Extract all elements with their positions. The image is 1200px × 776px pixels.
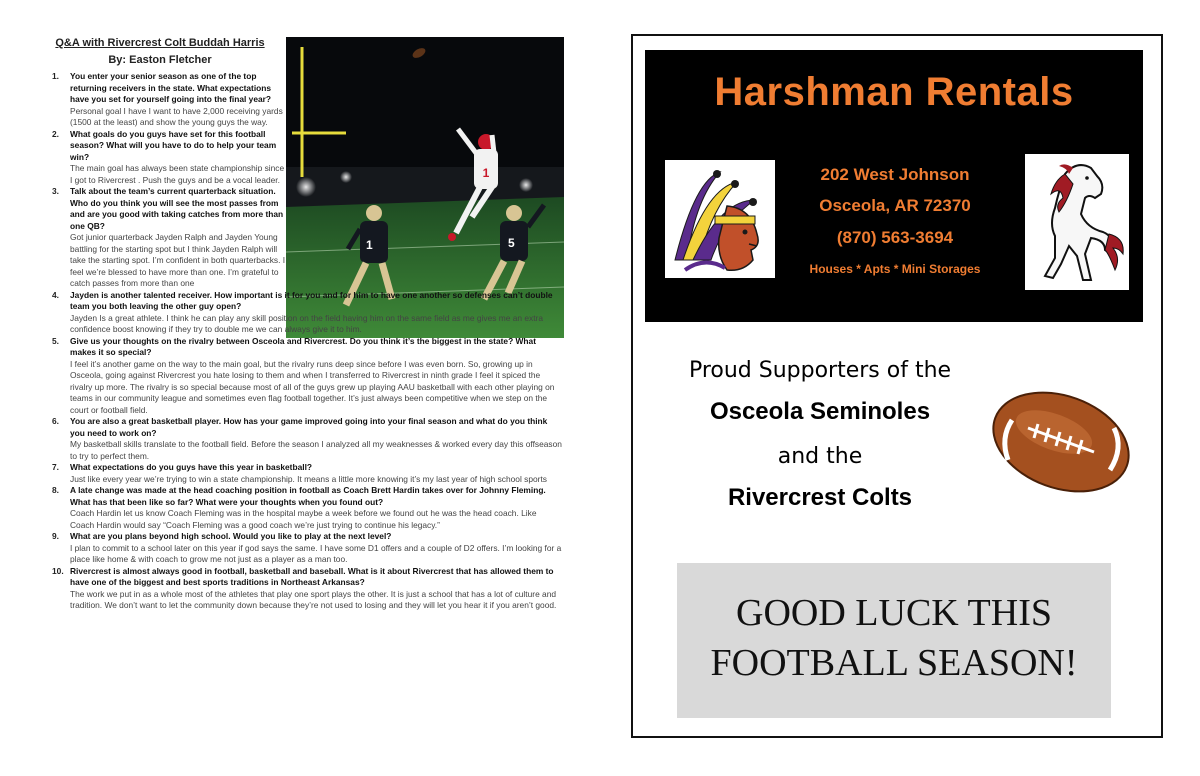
- qa-item: [52, 336, 562, 417]
- question-text: Give us your thoughts on the rivalry between Osceola and Rivercrest. Do you think it’s the biggest in the state? What makes it so special?: [70, 335, 536, 357]
- question-number: 8.: [52, 485, 59, 495]
- question-text: You enter your senior season as one of the top returning receivers in the state. What expectations have you set for yourself going into the final year?: [70, 71, 272, 104]
- question-number: 10.: [52, 565, 64, 576]
- answer-text: The main goal has always been state championship since I got to Rivercrest . Push the guys and be a vocal leader.: [70, 163, 285, 185]
- qa-item: [52, 531, 562, 566]
- colt-logo: [1025, 154, 1129, 290]
- answer-text: Jayden Is a great athlete. I think he can play any skill position on the field having him on the same field as me gives me an extra confidence boost knowing if they try to double me we can always give it to him.: [70, 312, 543, 334]
- article-byline: By: Easton Fletcher: [108, 54, 212, 66]
- answer-text: Just like every year we’re trying to win a state championship. It means a little more knowing it’s my last year of high school sports: [70, 473, 547, 484]
- qa-item: [52, 462, 562, 485]
- question-text: You are also a great basketball player. How has your game improved going into your final season and what do you think you need to work on?: [70, 416, 548, 438]
- seminole-logo: [665, 160, 775, 278]
- good-luck-banner: [677, 563, 1111, 718]
- good-luck-line-1: GOOD LUCK THIS: [736, 592, 1052, 634]
- question-number: 5.: [52, 335, 59, 346]
- question-number: 6.: [52, 416, 59, 426]
- support-line: Proud Supporters of the: [688, 358, 952, 383]
- question-number: 1.: [52, 71, 59, 81]
- qa-item: [52, 485, 562, 531]
- question-text: A late change was made at the head coaching position in football as Coach Brett Hardin takes over for Johnny Fleming. What has that been like so far? What were your thoughts when you found out?: [70, 485, 546, 507]
- question-number: 7.: [52, 462, 59, 472]
- qa-list: [52, 71, 562, 612]
- brand-name: Harshman Rentals: [714, 70, 1074, 114]
- and-the-line: and the: [777, 444, 863, 469]
- answer-text: Got junior quarterback Jayden Ralph and Jayden Young battling for the starting spot but I think Jayden Ralph will take the starting spot. I’m confident in both quarterbacks. I feel we’re blessed to have more than one. I’m grateful to catch passes from more than one: [70, 232, 286, 288]
- harshman-ad-panel: [645, 50, 1143, 322]
- qa-item: [52, 566, 562, 612]
- phone-number: (870) 563-3694: [836, 228, 954, 247]
- services-list: Houses * Apts * Mini Storages: [809, 262, 981, 276]
- answer-text: Personal goal I have I want to have 2,000 receiving yards (1500 at the least) and show the young guys the way.: [70, 105, 283, 127]
- question-text: What expectations do you guys have this year in basketball?: [70, 462, 313, 472]
- question-text: Jayden is another talented receiver. How important is it for you and for him to have one another so defenses can’t double team you both leaving the other guy open?: [70, 289, 553, 311]
- question-text: Rivercrest is almost always good in football, basketball and baseball. What is it about Rivercrest that has allowed them to have one of the biggest and best sports traditions in Northeast Arkansas?: [70, 565, 554, 587]
- answer-text: I plan to commit to a school later on this year if god says the same. I have some D1 offers and a couple of D2 offers. I’m looking for a place like home & with coach to grow me not just as a player as a man too.: [70, 542, 562, 564]
- team-rivercrest: Rivercrest Colts: [727, 484, 913, 511]
- address-line-2: Osceola, AR 72370: [819, 196, 971, 215]
- answer-text: I feel it’s another game on the way to the main goal, but the rivalry runs deep since before I was even born. So, growing up in Osceola, going against Rivercrest you hate losing to them and when I transferred to Rivercrest in ninth grade I feel it spiced the rivalry up more. The rivalry is so special because most of all of the guys grew up playing AAU basketball with each other playing on teams in our community league and sometimes even flag football together. It’s just always been competitive when we step on the court or football field.: [70, 358, 555, 415]
- svg-text:1: 1: [482, 166, 490, 180]
- qa-item: [52, 186, 562, 290]
- svg-text:5: 5: [508, 236, 515, 250]
- qa-item: [52, 416, 562, 462]
- question-number: 9.: [52, 531, 59, 541]
- good-luck-line-2: FOOTBALL SEASON!: [710, 642, 1078, 684]
- qa-item: [52, 290, 562, 336]
- address-line-1: 202 West Johnson: [820, 165, 970, 184]
- question-number: 3.: [52, 186, 59, 196]
- qa-item: [52, 129, 562, 187]
- article-title: Q&A with Rivercrest Colt Buddah Harris: [55, 37, 265, 49]
- question-number: 2.: [52, 128, 59, 139]
- team-osceola: Osceola Seminoles: [709, 398, 931, 425]
- question-text: What are you plans beyond high school. Would you like to play at the next level?: [70, 531, 392, 541]
- football-icon: [986, 382, 1136, 502]
- qa-item: [52, 71, 562, 129]
- question-text: What goals do you guys have set for this football season? What will you have to do to help your team win?: [70, 128, 277, 162]
- answer-text: Coach Hardin let us know Coach Fleming was in the hospital maybe a week before we found out he was the head coach. Like Coach Hardin would say “Coach Fleming was a good coach we’re just trying to continue his legacy.”: [70, 508, 537, 530]
- question-text: Talk about the team’s current quarterback situation. Who do you think you will see the most passes from and are you good with taking catches from more than one QB?: [70, 186, 284, 231]
- question-number: 4.: [52, 289, 59, 300]
- answer-text: The work we put in as a whole most of the athletes that play one sport plays the other. It is just a school that has a lot of culture and tradition. We don’t want to let the community down because they’re not used to losing and they will let you hear it if you aren’t good.: [70, 588, 557, 610]
- answer-text: My basketball skills translate to the football field. Before the season I analyzed all my weaknesses & worked every day this offseason to try to perfect them.: [70, 439, 562, 461]
- svg-text:1: 1: [366, 238, 373, 252]
